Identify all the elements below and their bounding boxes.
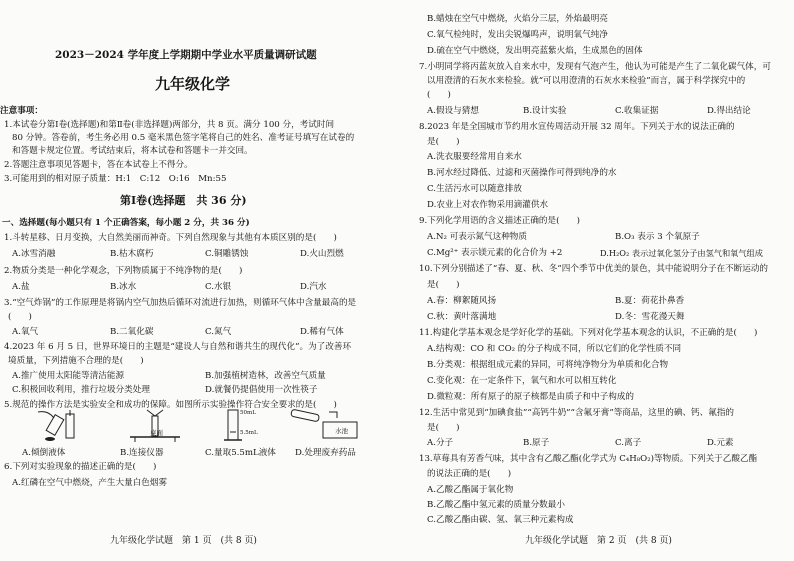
question-stem: 是( ) [427, 423, 460, 433]
option-d: D.硫在空气中燃烧，发出明亮蓝紫火焰，生成黑色的固体 [427, 46, 643, 56]
question-stem: 4.2023 年 6 月 5 日，世界环境日的主题是“建设人与自然和谐共生的现代化”。为了改善环 [4, 342, 352, 352]
question-stem: 12.生活中常见到“加碘食盐”“高钙牛奶”“含氟牙膏”等商品，这里的碘、钙、氟指的 [419, 408, 735, 418]
option-b: B.分类观：根据组成元素的异同，可将纯净物分为单质和化合物 [427, 360, 669, 370]
option-a: A.氧气 [12, 327, 39, 337]
option-a: A.N₂ 可表示氮气这种物质 [427, 232, 527, 242]
option-a: A.假设与猜想 [427, 106, 479, 116]
option-d: D.元素 [707, 438, 734, 448]
option-a: A.结构观：CO 和 CO₂ 的分子构成不同，所以它们的化学性质不同 [427, 344, 682, 354]
question-stem: 的说法正确的是( ) [427, 469, 512, 479]
question-stem: 11.构建化学基本观念是学好化学的基础。下列对化学基本观念的认识，不正确的是( ) [419, 328, 758, 338]
question-stem: 以用澄清的石灰水来检验。就“可以用澄清的石灰水来检验”而言，属于科学探究中的 [427, 76, 746, 86]
figure-c-bottom: 5.5mL [240, 430, 258, 436]
option-c: C.铜雕锈蚀 [205, 249, 249, 259]
option-d: D.稀有气体 [300, 327, 344, 337]
notice-line: 1.本试卷分第Ⅰ卷(选择题)和第Ⅱ卷(非选择题)两部分，共 8 页。满分 100 分，考试时间 [4, 120, 335, 130]
option-b: B.乙酸乙酯中氢元素的质量分数最小 [427, 500, 565, 510]
option-a: A.盐 [12, 282, 39, 292]
figure-c-top: 50mL [240, 410, 256, 416]
option-d: D.汽水 [300, 282, 327, 292]
option-b: B.O₃ 表示 3 个氧原子 [615, 232, 700, 242]
option-b: B.设计实验 [523, 106, 567, 116]
option-b: B.二氧化碳 [110, 327, 154, 337]
question-stem: 境质量，下列措施不合理的是( ) [8, 356, 144, 366]
question-stem: 是( ) [427, 280, 460, 290]
option-b: B.河水经过降低、过滤和灭菌操作可得到纯净的水 [427, 168, 617, 178]
option-d: D.火山烈燃 [300, 249, 344, 259]
question-stem: 3.“空气炸锅”的工作原理是将锅内空气加热后循环对流进行加热，则循环气体中含量最高的是 [4, 298, 357, 308]
option-d: D.微粒观：所有原子的原子核都是由质子和中子构成的 [427, 392, 634, 402]
option-c: C.离子 [615, 438, 642, 448]
option-d: D.H₂O₂ 表示过氧化氢分子由氢气和氧气组成 [600, 248, 763, 258]
option-c: C.氮气 [205, 327, 232, 337]
option-a: A.冰雪消融 [12, 249, 56, 259]
question-stem: 1.斗转星移、日月变换，大自然美丽而神奇。下列自然现象与其他有本质区别的是( ) [4, 233, 337, 243]
question-stem: ( ) [8, 312, 32, 322]
option-c: C.乙酸乙酯由碳、氢、氧三种元素构成 [427, 515, 574, 525]
figure-pour-liquid [28, 408, 88, 442]
question-stem: 9.下列化学用语的含义描述正确的是( ) [419, 216, 580, 226]
option-c: C.生活污水可以随意排放 [427, 184, 522, 194]
option-d: D.冬：雪花漫天舞 [615, 312, 685, 322]
question-stem: 6.下列对实验现象的描述正确的是( ) [4, 462, 157, 472]
option-a: A.分子 [427, 438, 454, 448]
option-b: B.加强植树造林，改善空气质量 [205, 371, 326, 381]
part-intro: 一、选择题(每小题只有 1 个正确答案，每小题 2 分，共 36 分) [2, 218, 250, 228]
option-c: C.水银 [205, 282, 232, 292]
option-d: D.农业上对农作物采用滴灌供水 [427, 200, 549, 210]
section-title: 第Ⅰ卷(选择题 共 36 分) [120, 194, 247, 207]
option-d: D.得出结论 [707, 106, 751, 116]
option-a: A.乙酸乙酯属于氧化物 [427, 485, 514, 495]
option-c: C.Mg²⁺ 表示镁元素的化合价为 +2 [427, 248, 563, 258]
option-c: C.秋：黄叶落满地 [427, 312, 497, 322]
figure-a-label: A.倾倒液体 [22, 448, 66, 458]
question-stem: 7.小明同学将丙蓝灰放入自来水中，发现有气泡产生，他认为可能是产生了二氧化碳气体，可 [419, 62, 771, 72]
question-stem: 5.规范的操作方法是实验安全和成功的保障。如图所示实验操作符合安全要求的是( ) [4, 400, 337, 410]
option-c: C.变化观：在一定条件下，氧气和水可以相互转化 [427, 376, 617, 386]
figure-d-text: 水池 [335, 427, 348, 435]
option-b: B.原子 [523, 438, 550, 448]
option-a: A.春：柳絮随风扬 [427, 296, 497, 306]
option-d: D.就餐仍提倡使用一次性筷子 [205, 385, 318, 395]
question-stem: 8.2023 年是全国城市节约用水宣传周活动开展 32 周年。下列关于水的说法正确的 [419, 122, 735, 132]
question-stem: 13.草莓具有芳香气味，其中含有乙酸乙酯(化学式为 C₄H₈O₂)等物质。下列关于乙酸乙酯 [419, 454, 758, 464]
figure-dispose-waste [285, 408, 365, 442]
right-page [405, 0, 794, 561]
option-c: C.积极回收利用，推行垃圾分类处理 [12, 385, 150, 395]
notice-line: 和答题卡规定位置。考试结束后，将本试卷和答题卡一并交回。 [12, 146, 253, 156]
notice-line: 80 分钟。答卷前，考生务必用 0.5 毫米黑色签字笔将自己的姓名、准考证号填写在试卷的 [12, 133, 355, 143]
question-stem: 10.下列分别描述了“春、夏、秋、冬”四个季节中优美的景色，其中能说明分子在不断运动的 [419, 264, 769, 274]
notice-heading: 注意事项： [0, 106, 43, 116]
figure-d-label: D.处理废弃药品 [295, 448, 356, 458]
option-a: A.红磷在空气中燃烧，产生大量白色烟雾 [12, 478, 168, 488]
figure-c-label: C.量取5.5mL液体 [205, 448, 276, 458]
option-c: C.氧气检纯时，发出尖锐爆鸣声，说明氧气纯净 [427, 30, 608, 40]
option-a: A.推广使用太阳能等清洁能源 [12, 371, 125, 381]
exam-title: 2023－2024 学年度上学期期中学业水平质量调研试题 [55, 49, 317, 61]
page-footer: 九年级化学试题 第 2 页 (共 8 页) [525, 536, 672, 546]
question-stem: 是( ) [427, 137, 460, 147]
option-a: A.洗衣服要经常用自来水 [427, 152, 522, 162]
figure-b-text: 桌面 [150, 429, 163, 437]
notice-line: 2.答题注意事项见答题卡，答在本试卷上不得分。 [4, 160, 193, 170]
option-c: C.收集证据 [615, 106, 659, 116]
figure-b-label: B.连接仪器 [120, 448, 164, 458]
question-stem: 2.物质分类是一种化学观念，下列物质属于不纯净物的是( ) [4, 266, 243, 276]
exam-subtitle: 九年级化学 [155, 75, 231, 93]
option-b: B.蜡烛在空气中燃烧，火焰分三层，外焰最明亮 [427, 14, 608, 24]
notice-line: 3.可能用到的相对原子质量：H:1 C:12 O:16 Mn:55 [4, 174, 227, 184]
option-b: B.冰水 [110, 282, 137, 292]
option-b: B.枯木腐朽 [110, 249, 154, 259]
option-b: B.夏：荷花扑鼻香 [615, 296, 685, 306]
question-stem: ( ) [427, 90, 451, 100]
page-footer: 九年级化学试题 第 1 页 (共 8 页) [110, 536, 257, 546]
